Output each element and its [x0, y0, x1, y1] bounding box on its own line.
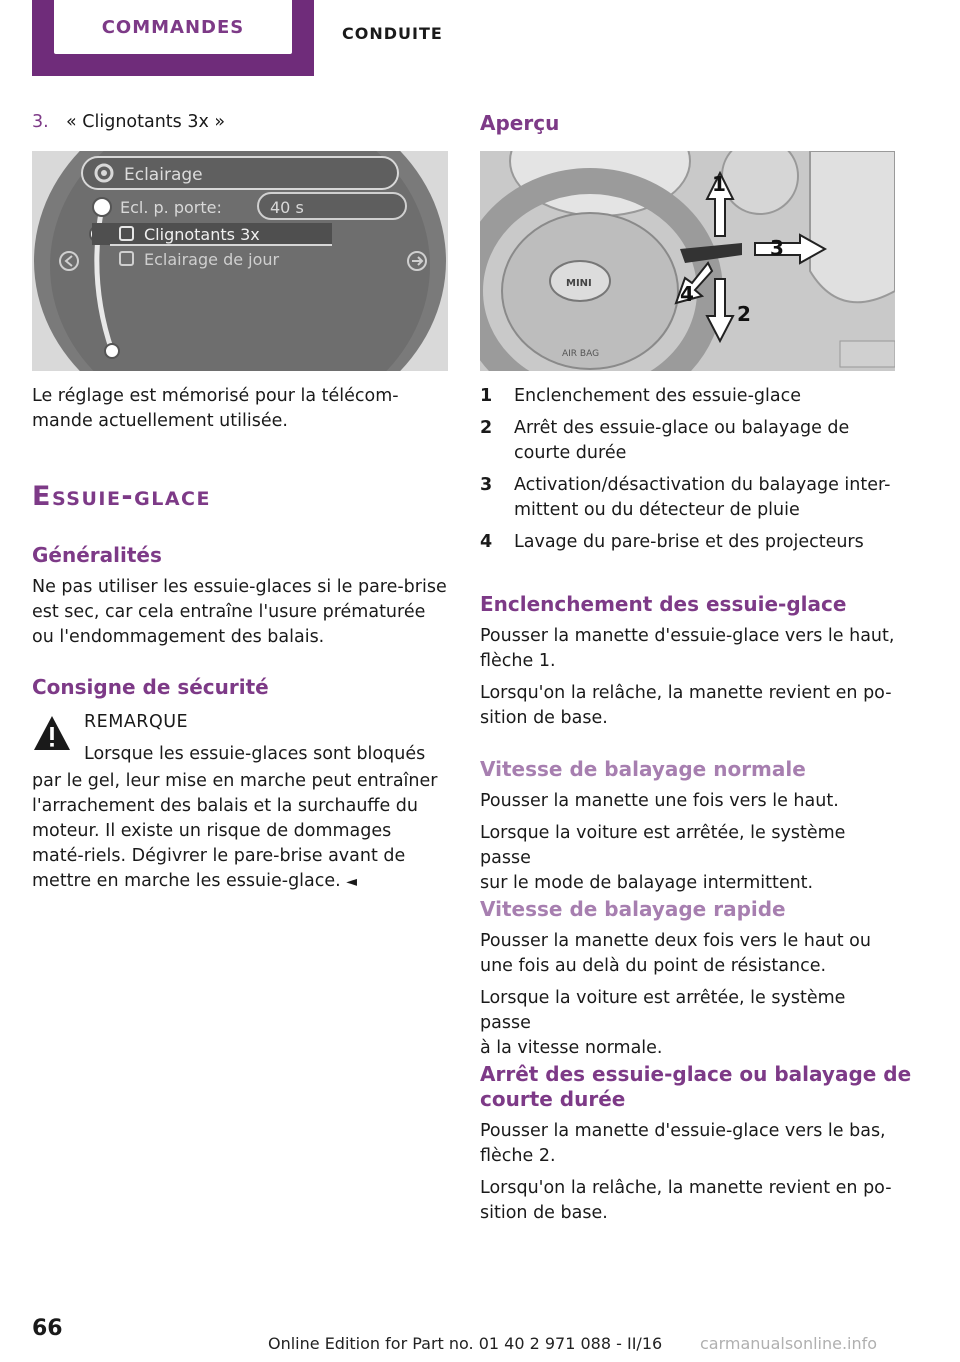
vitesse-normale-text-2: Lorsque la voiture est arrêtée, le système passe sur le mode de balayage intermittent.: [480, 823, 846, 893]
list-item-3: [32, 112, 226, 132]
tab-conduite[interactable]: CONDUITE: [342, 24, 443, 43]
screen-menu-title: Eclairage: [124, 165, 203, 185]
figure-label-3: 3: [770, 236, 784, 260]
legend-number: 1: [480, 386, 493, 406]
legend-text: Activation/désactivation du balayage inter- mittent ou du détecteur de pluie: [514, 475, 891, 520]
warning-text-body: par le gel, leur mise en marche peut entraîner l'arrachement des balais et la surchauffe du moteur. Il existe un risque de dommages maté-riels. Dégivrer le pare-brise avant de mettre en marche les essuie-glace.: [32, 771, 438, 891]
figure-airbag: AIR BAG: [562, 349, 600, 359]
legend-number: 4: [480, 532, 493, 552]
figure-label-4: 4: [680, 282, 694, 306]
vitesse-rapide-text-1: Pousser la manette deux fois vers le haut ou une fois au delà du point de résistance.: [480, 931, 871, 976]
heading-vitesse-normale: Vitesse de balayage normale: [480, 757, 806, 781]
list-number: 3.: [32, 112, 49, 132]
screen-row3-label: Eclairage de jour: [144, 250, 280, 269]
memo-text: Le réglage est mémorisé pour la télécom- mande actuellement utilisée.: [32, 386, 399, 431]
heading-consigne-securite: Consigne de sécurité: [32, 675, 269, 699]
figure-logo: MINI: [566, 278, 592, 289]
heading-generalites: Généralités: [32, 543, 162, 567]
end-mark-icon: ◄: [346, 874, 358, 890]
enclenchement-text-2: Lorsqu'on la relâche, la manette revient en po- sition de base.: [480, 683, 892, 728]
warning-text: [32, 769, 448, 895]
vitesse-normale-text-1: Pousser la manette une fois vers le haut.: [480, 791, 839, 811]
figure-label-1: 1: [712, 172, 726, 196]
heading-vitesse-rapide: Vitesse de balayage rapide: [480, 897, 786, 921]
edition-text: Online Edition for Part no. 01 40 2 971 088 - II/16: [268, 1334, 663, 1353]
tab-commandes[interactable]: [32, 0, 314, 76]
heading-enclenchement: Enclenchement des essuie-glace: [480, 592, 847, 616]
legend-text: Enclenchement des essuie-glace: [514, 386, 801, 406]
legend-number: 2: [480, 418, 493, 438]
enclenchement-text-1: Pousser la manette d'essuie-glace vers le haut, flèche 1.: [480, 626, 895, 671]
section-title-essuie-glace: Essuie-glace: [32, 481, 211, 512]
warning-triangle-icon: [32, 714, 72, 754]
display-screen-image: [32, 151, 448, 371]
vitesse-rapide-text-2: Lorsque la voiture est arrêtée, le système passe à la vitesse normale.: [480, 988, 846, 1058]
watermark-text: carmanualsonline.info: [700, 1334, 878, 1353]
warning-text-first-line: Lorsque les essuie-glaces sont bloqués: [84, 744, 426, 764]
arret-text-2: Lorsqu'on la relâche, la manette revient en po- sition de base.: [480, 1178, 892, 1223]
screen-row1-value: 40 s: [270, 198, 304, 217]
figure-label-2: 2: [737, 302, 751, 326]
arret-text-1: Pousser la manette d'essuie-glace vers le bas, flèche 2.: [480, 1121, 886, 1166]
legend-number: 3: [480, 475, 493, 495]
generalites-text: Ne pas utiliser les essuie-glaces si le pare-brise est sec, car cela entraîne l'usure prématurée ou l'endommagement des balais.: [32, 577, 447, 647]
screen-row1-label: Ecl. p. porte:: [120, 198, 222, 217]
legend-text: Lavage du pare-brise et des projecteurs: [514, 532, 864, 552]
legend-text: Arrêt des essuie-glace ou balayage de courte durée: [514, 418, 850, 463]
screen-row2-label: Clignotants 3x: [144, 225, 260, 244]
warning-label: REMARQUE: [84, 712, 189, 732]
page-number: 66: [32, 1316, 63, 1341]
tab-commandes-label: COMMANDES: [54, 0, 292, 54]
wiper-lever-figure: [480, 151, 895, 371]
heading-arret: Arrêt des essuie-glace ou balayage de courte durée: [480, 1062, 912, 1111]
list-text: « Clignotants 3x »: [66, 112, 226, 132]
heading-apercu: Aperçu: [480, 111, 560, 135]
